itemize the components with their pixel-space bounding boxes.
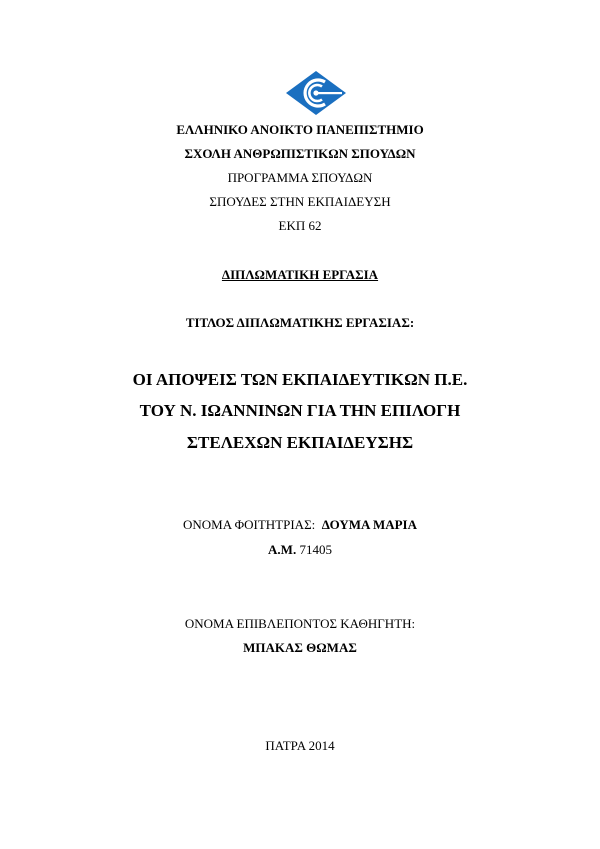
student-row — [0, 517, 600, 533]
supervisor-label: ΟΝΟΜΑ ΕΠΙΒΛΕΠΟΝΤΟΣ ΚΑΘΗΓΗΤΗ: — [184, 616, 416, 631]
course-code: ΕΚΠ 62 — [278, 218, 322, 233]
student-id-label: Α.Μ. — [268, 542, 297, 557]
student-id-value: 71405 — [299, 542, 332, 557]
thesis-title-line-1: ΟΙ ΑΠΟΨΕΙΣ ΤΩΝ ΕΚΠΑΙΔΕΥΤΙΚΩΝ Π.Ε. — [132, 370, 468, 389]
thesis-title-label: ΤΙΤΛΟΣ ΔΙΠΛΩΜΑΤΙΚΗΣ ΕΡΓΑΣΙΑΣ: — [185, 315, 415, 330]
thesis-title-line-2: ΤΟΥ Ν. ΙΩΑΝΝΙΝΩΝ ΓΙΑ ΤΗΝ ΕΠΙΛΟΓΗ — [139, 401, 461, 420]
student-name: ΔΟΥΜΑ ΜΑΡΙΑ — [321, 517, 417, 532]
supervisor-name: ΜΠΑΚΑΣ ΘΩΜΑΣ — [243, 640, 357, 655]
document-type: ΔΙΠΛΩΜΑΤΙΚΗ ΕΡΓΑΣΙΑ — [221, 267, 379, 282]
student-id-row — [0, 542, 600, 558]
student-label: ΟΝΟΜΑ ΦΟΙΤΗΤΡΙΑΣ: — [182, 517, 316, 532]
program-name: ΣΠΟΥΔΕΣ ΣΤΗΝ ΕΚΠΑΙΔΕΥΣΗ — [209, 194, 391, 209]
university-logo-icon — [285, 70, 347, 116]
thesis-title-line-3: ΣΤΕΛΕΧΩΝ ΕΚΠΑΙΔΕΥΣΗΣ — [186, 433, 414, 452]
university-name: ΕΛΛΗΝΙΚΟ ΑΝΟΙΚΤΟ ΠΑΝΕΠΙΣΤΗΜΙΟ — [176, 122, 424, 137]
school-name: ΣΧΟΛΗ ΑΝΘΡΩΠΙΣΤΙΚΩΝ ΣΠΟΥΔΩΝ — [184, 146, 416, 161]
program-label: ΠΡΟΓΡΑΜΜΑ ΣΠΟΥΔΩΝ — [227, 170, 373, 185]
place-date: ΠΑΤΡΑ 2014 — [265, 738, 335, 753]
